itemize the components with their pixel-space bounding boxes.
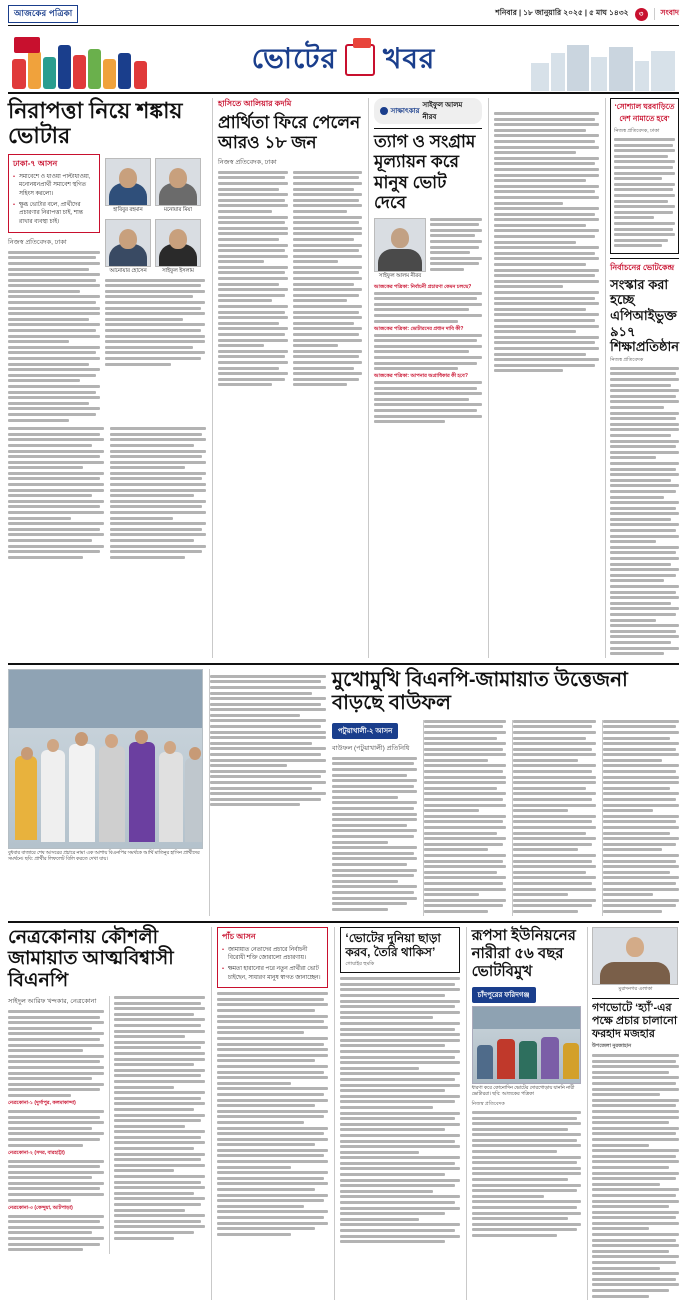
interview-continuation xyxy=(488,98,600,658)
lower-bullet: • জামায়াত নেতাদের প্রচারে নির্বাচনী বিরোধী শক্তি জোরালো প্রচারণায়। xyxy=(222,946,323,963)
candidate-portraits-row1 xyxy=(105,158,205,215)
candidate-name: হাবিবুর রহমান xyxy=(105,207,151,215)
lower-bullet: • ক্ষমতা হারানোর পরে নতুন প্রার্থীরা ভোট চাইছেন, সাধারণ মানুষ স্বাগত জানাচ্ছেন। xyxy=(222,965,323,982)
lower-left-item-title: নেত্রকোনা-৩ (কেন্দুয়া, আটপাড়া) xyxy=(8,1205,104,1213)
lower-right-byline: নিজস্ব প্রতিবেদক xyxy=(472,1101,581,1109)
interview-portrait-caption: সাইফুল আলম নীরব xyxy=(374,273,426,281)
lower-sidebar xyxy=(587,927,679,1300)
section-banner xyxy=(8,28,679,94)
interview-story xyxy=(368,98,482,658)
lead-facts-box xyxy=(8,154,100,233)
candidate-portrait xyxy=(155,158,201,215)
lead-headline: নিরাপত্তা নিয়ে শঙ্কায় ভোটার xyxy=(8,98,206,149)
sidebar-photo-caption: মুরাদনগর এলাকা xyxy=(592,986,679,994)
lower-right-story xyxy=(466,927,581,1300)
lower-section xyxy=(8,927,679,1300)
sidebar-second-kicker: নির্বাচনের ভোটকেন্দ্র xyxy=(610,262,679,275)
lower-quote-box xyxy=(340,927,459,974)
lower-left-item-title: নেত্রকোনা-২ (সদর, বারহাট্টা) xyxy=(8,1150,104,1158)
candidate-name: মনোয়ার মিয়া xyxy=(155,207,201,215)
lower-facts-box xyxy=(217,927,328,989)
banner-art-skyline xyxy=(529,29,679,91)
candidate-portrait xyxy=(155,219,201,276)
main-grid xyxy=(8,98,679,658)
lower-right-body xyxy=(472,1111,581,1237)
banner-title xyxy=(158,37,529,84)
lower-left-item-title: নেত্রকোনা-১ (দুর্গাপুর, কলমাকান্দা) xyxy=(8,1100,104,1108)
banner-title-left: ভোটের xyxy=(252,37,337,84)
sidebar-second-body xyxy=(610,367,679,655)
sidebar-bottom-body xyxy=(592,1054,679,1298)
interview-question: আজকের পত্রিকা: ভোটারদের প্রধান দাবি কী? xyxy=(374,326,482,334)
interview-tag-label: সাক্ষাৎকার xyxy=(391,105,420,117)
sidebar-top-box xyxy=(610,98,679,254)
mid-feature-badge: পটুয়াখালী-২ আসন xyxy=(332,723,398,739)
col2-headline: প্রার্থিতা ফিরে পেলেন আরও ১৮ জন xyxy=(218,113,362,154)
lower-left-body-2 xyxy=(109,996,205,1254)
interview-person: সাইফুল আলম নীরব xyxy=(422,99,475,123)
lower-left-headline: নেত্রকোনায় কৌশলী জামায়াত আত্মবিশ্বাসী বিএনপি xyxy=(8,927,205,993)
lead-byline: নিজস্ব প্রতিবেদক, ঢাকা xyxy=(8,237,100,248)
candidate-name: সাইফুল ইসলাম xyxy=(155,268,201,276)
sidebar-bottom-headline: গণভোটে ‘হ্যাঁ’-এর পক্ষে প্রচার চালানো ফরহাদ মজহার xyxy=(592,1002,679,1042)
candidate-portraits-row2 xyxy=(105,219,205,276)
col2-kicker: হাসিতে আলিয়ার কদমি xyxy=(218,98,362,111)
banner-title-right: খবর xyxy=(383,37,435,84)
lower-facts-body xyxy=(217,992,328,1236)
col2-byline: নিজস্ব প্রতিবেদক, ঢাকা xyxy=(218,157,362,168)
lower-right-badge: চাঁদপুরের ফরিদগঞ্জ xyxy=(472,987,536,1003)
mid-feature-headline: মুখোমুখি বিএনপি-জামায়াত উত্তেজনা বাড়ছে বাউফল xyxy=(332,669,679,715)
masthead-meta xyxy=(495,8,679,21)
candidate-portrait xyxy=(105,219,151,276)
mid-body-3 xyxy=(512,720,595,916)
banner-art-hands xyxy=(8,29,158,91)
ballot-box-icon xyxy=(345,44,375,76)
mid-feature-left-col xyxy=(209,669,326,916)
masthead-date: শনিবার | ১৮ জানুয়ারি ২০২৫ | ৫ মাঘ ১৪৩২ xyxy=(495,8,628,20)
sidebar-top-title: ‘সোশ্যাল ঘরবাড়িতে দেশ নামাতে হবে’ xyxy=(614,102,675,126)
sidebar-bottom-sub: উপজেলা নুরজাহান xyxy=(592,1043,679,1051)
lower-quote-story xyxy=(334,927,459,1300)
lead-body-a xyxy=(8,251,100,422)
interview-question: আজকের পত্রিকা: নির্বাচনী প্রচারণা কেমন চলছে? xyxy=(374,284,482,292)
lead-facts-title: ঢাকা-৭ আসন xyxy=(13,158,95,171)
lead-story xyxy=(8,98,206,658)
lower-right-photo-caption: ধারণা করে কোনোদিন ভোটের দোরগোড়ায় যাননি নারী ভোটাররা। ছবি: আজকের পত্রিকা xyxy=(472,1086,581,1099)
masthead-logo: আজকের পত্রিকা xyxy=(8,5,78,23)
lower-right-headline: রূপসা ইউনিয়নের নারীরা ৫৬ বছর ভোটবিমুখ xyxy=(472,927,581,981)
col2-body-b xyxy=(293,171,363,389)
interview-intro xyxy=(430,218,482,274)
lower-quote-byline: গোয়াইর হুমকি xyxy=(345,961,454,969)
lower-left-story xyxy=(8,927,205,1300)
mid-body-4 xyxy=(602,720,679,916)
mid-photo-caption: বুধবার বাজারে শেষ আসরের প্রচারে নামা এক আশায় বিএনপির সমর্থকে আর্থি মাতিনুর হাসিন প্রার্থীদের সমর্থনে। ছবি: প্রার্থীর লিফলেট বিলি করতে দেখা যায়। xyxy=(8,851,203,864)
interview-question: আজকের পত্রিকা: আপনার অগ্রাধিকার কী হবে? xyxy=(374,373,482,381)
interview-headline: ত্যাগ ও সংগ্রাম মূল্যায়ন করে মানুষ ভোট দেবে xyxy=(374,132,482,214)
mid-photo xyxy=(8,669,203,849)
lower-left-byline: সাইদুল আরিফ খন্দকার, নেত্রকোনা xyxy=(8,996,104,1007)
candidate-name: আনোয়ার হোসেন xyxy=(105,268,151,276)
sidebar-portrait xyxy=(592,927,678,985)
brand xyxy=(8,5,78,23)
mid-feature-byline: বাউফল (পটুয়াখালী) প্রতিনিধি xyxy=(332,743,417,754)
microphone-icon xyxy=(380,107,388,115)
interview-tag xyxy=(374,98,482,124)
sidebar-second-headline: সংস্কার করা হচ্ছে এপিআইভুক্ত ৯১৭ শিক্ষাপ্রতিষ্ঠান xyxy=(610,277,679,355)
section-label: সংবাদ xyxy=(654,8,679,20)
mid-body-1 xyxy=(332,757,417,911)
mid-left-body xyxy=(210,675,326,807)
lower-quote-body xyxy=(340,977,459,1243)
sidebar-top-byline: নিজস্ব প্রতিবেদক, ঢাকা xyxy=(614,128,675,136)
lead-bullet: • সমাবেশে ও ধাওয়া পাল্টাধাওয়া, মনোনয়নপ্রার্থী সমাবেশ স্থগিত সহিংস করলো। xyxy=(13,173,95,199)
lead-body-c xyxy=(8,427,104,561)
lead-body-b xyxy=(105,279,205,366)
mid-feature-story xyxy=(332,669,679,916)
mid-section xyxy=(8,669,679,916)
right-sidebar xyxy=(605,98,679,658)
story-prarthita xyxy=(212,98,362,658)
lower-facts-title: পাঁচ আসন xyxy=(222,931,323,944)
interview-qa-list xyxy=(374,284,482,424)
interview-body xyxy=(494,112,600,372)
lower-right-photo xyxy=(472,1006,581,1084)
lower-quote-headline: ‘ভোটের দুনিয়া ছাড়া করব, তৈরি থাকিস’ xyxy=(345,931,454,960)
col2-body-a xyxy=(218,171,288,389)
sidebar-second-byline: নিজস্ব প্রতিবেদক xyxy=(610,357,679,365)
candidate-portrait xyxy=(105,158,151,215)
lower-facts-column xyxy=(211,927,328,1300)
masthead-bar xyxy=(8,6,679,26)
mid-body-2 xyxy=(423,720,506,916)
lead-body-d xyxy=(110,427,206,561)
page-number-badge: ৩ xyxy=(635,8,648,21)
mid-photo-block xyxy=(8,669,203,916)
lead-bullet: • ক্ষুব্ধ ভোটার বলে, প্রার্থীদের প্রচারণার নিরাপত্তা চাই, শান্ত রাখার ব্যবস্থা চাই। xyxy=(13,201,95,227)
